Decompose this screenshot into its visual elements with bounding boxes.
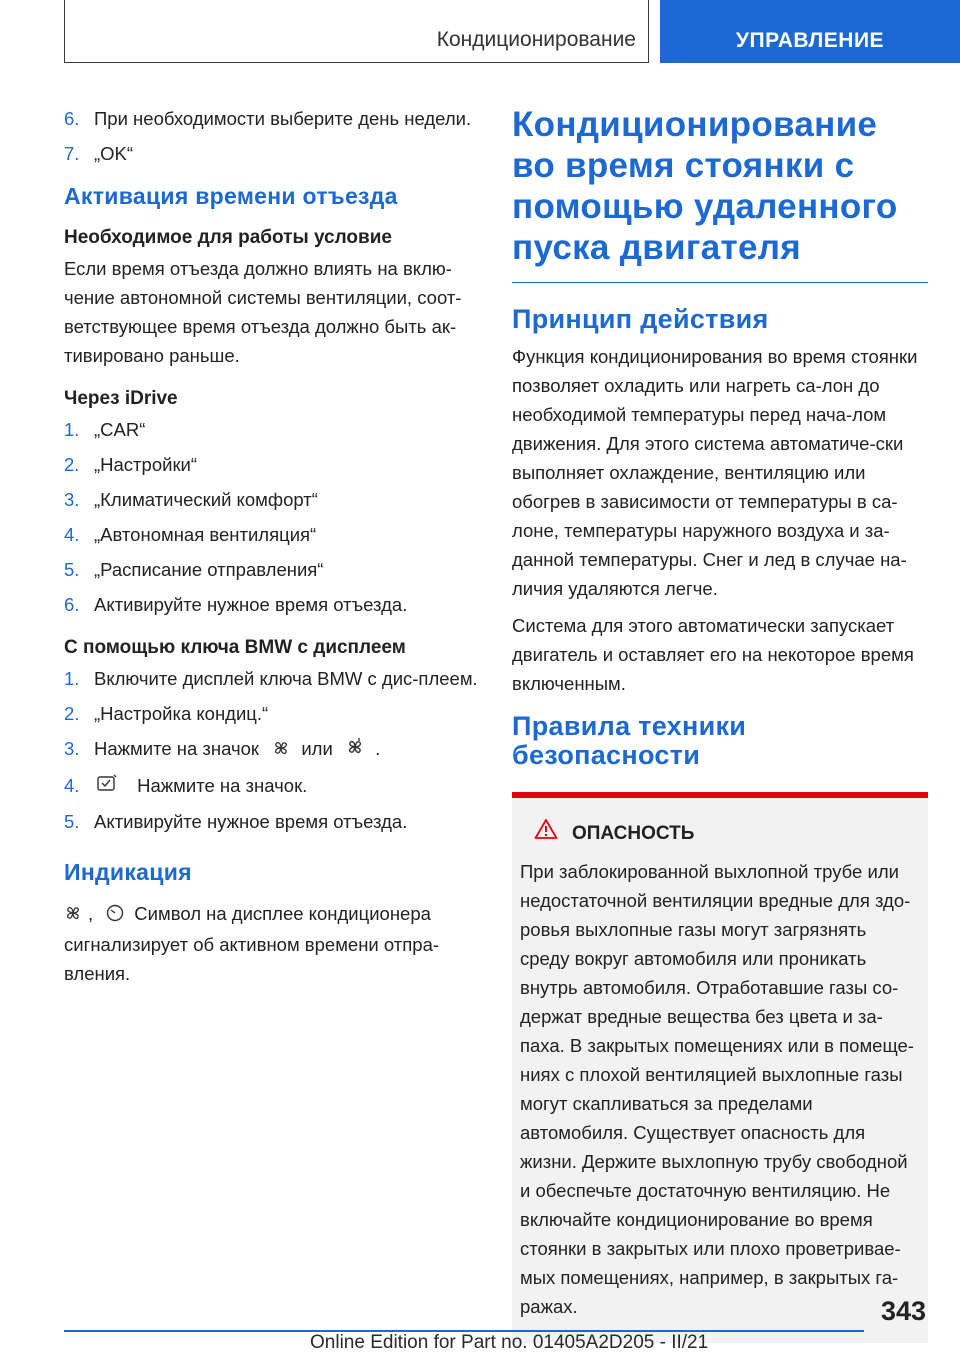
- heading-activation: Активация времени отъезда: [64, 183, 398, 209]
- step-text: „OK“: [94, 143, 134, 164]
- header-box: [64, 0, 649, 63]
- list-item: [64, 664, 484, 693]
- step-number: 5.: [64, 811, 80, 833]
- danger-text: При заблокированной выхлопной трубе или недостаточной вентиляции вредные для здо-ровья выхлопные газы могут загрязнять среду вокруг автомобиля или проникать внутрь автомобиля. Отработавшие газы со-держат вредные вещества без цвета и за-паха. В закрытых помещениях или в помеще-ниях с плохой вентиляцией выхлопные газы могут скапливаться за пределами автомобиля. Существует опасность для жизни. Держите выхлопную трубу свободной и обеспечьте достаточную вентиляцию. Не включайте кондиционирование во время стоянки в закрытых или плохо проветривае-мых помещениях, например, в закрытых га-ражах.: [520, 861, 914, 1317]
- step-number: 1.: [64, 668, 80, 689]
- step-text: Включите дисплей ключа BMW с дис-плеем.: [94, 668, 478, 689]
- section-title: Кондиционирование: [436, 28, 636, 51]
- danger-box: [512, 792, 928, 1343]
- step-text: „Расписание отправления“: [94, 559, 324, 580]
- clock-icon: [106, 901, 124, 930]
- indication-text: [64, 899, 484, 988]
- step-text: Активируйте нужное время отъезда.: [94, 594, 408, 615]
- list-item: [64, 415, 484, 444]
- heading-key: С помощью ключа BMW с дисплеем: [64, 637, 406, 658]
- list-item: [64, 590, 484, 619]
- comma: ,: [88, 903, 94, 925]
- step-text: „CAR“: [94, 419, 146, 440]
- list-item: [64, 520, 484, 549]
- chapter-tab[interactable]: УПРАВЛЕНИЕ: [660, 0, 960, 63]
- list-item: [64, 699, 484, 728]
- heading-requirement: Необходимое для работы условие: [64, 227, 392, 248]
- step-text-part: Нажмите на значок: [94, 738, 260, 759]
- step-number: 6.: [64, 108, 80, 129]
- step-text: [94, 734, 484, 765]
- step-text-part: Нажмите на значок.: [137, 774, 308, 796]
- step-text: „Автономная вентиляция“: [94, 524, 317, 545]
- step-number: 7.: [64, 143, 80, 164]
- step-number: 4.: [64, 774, 80, 796]
- heading-idrive: Через iDrive: [64, 388, 178, 409]
- heading-indication: Индикация: [64, 859, 192, 886]
- list-item: [64, 555, 484, 584]
- step-number: 2.: [64, 703, 80, 724]
- step-number: 3.: [64, 738, 80, 759]
- vent-key-icon: [96, 772, 118, 801]
- list-item: [64, 485, 484, 514]
- heading-safety: Правила техники безопасности: [512, 711, 747, 770]
- left-column: [64, 104, 484, 1002]
- edition-text: Online Edition for Part no. 01405A2D205 - II/21: [310, 1332, 709, 1353]
- list-item: [64, 771, 484, 802]
- heading-principle: Принцип действия: [512, 304, 769, 334]
- indication-description: Символ на дисплее кондиционера сигнализирует об активном времени отпра-вления.: [64, 903, 440, 984]
- step-text: Активируйте нужное время отъезда.: [94, 811, 408, 833]
- requirement-text: Если время отъезда должно влиять на вклю-чение автономной системы вентиляции, соот-ветствующее время отъезда должно быть ак-тивировано раньше.: [64, 258, 462, 366]
- step-number: 5.: [64, 559, 80, 580]
- principle-paragraph-2: Система для этого автоматически запускает двигатель и оставляет его на некоторое время включенным.: [512, 615, 914, 694]
- list-item: [64, 734, 484, 765]
- step-text: „Настройки“: [94, 454, 198, 475]
- fan-icon: [272, 736, 290, 765]
- step-number: 2.: [64, 454, 80, 475]
- warning-icon: [520, 818, 572, 849]
- step-text: „Настройка кондиц.“: [94, 703, 269, 724]
- principle-paragraph-1: Функция кондиционирования во время стоянки позволяет охладить или нагреть са-лон до необходимой температуры перед нача-лом движения. Для этого система автоматиче-ски выполняет охлаждение, вентиляцию или обогрев в зависимости от температуры в са-лоне, температуры наружного воздуха и за-данной температуры. Снег и лед в случае на-личия удаляются легче.: [512, 346, 918, 599]
- step-number: 4.: [64, 524, 80, 545]
- step-text-part: .: [375, 738, 381, 759]
- danger-label: ОПАСНОСТЬ: [572, 823, 695, 844]
- list-item: [64, 450, 484, 479]
- step-text: При необходимости выберите день недели.: [94, 108, 472, 129]
- step-text: [94, 771, 484, 802]
- step-number: 1.: [64, 419, 80, 440]
- list-item: [64, 807, 484, 836]
- fan-active-icon: [346, 736, 364, 765]
- list-item: [64, 104, 484, 133]
- right-column: [512, 104, 928, 1343]
- step-number: 3.: [64, 489, 80, 510]
- page-number: 343: [880, 1296, 926, 1326]
- step-number: 6.: [64, 594, 80, 615]
- step-text-part: или: [301, 738, 333, 759]
- list-item: [64, 139, 484, 168]
- fan-icon: [64, 901, 82, 930]
- step-text: „Климатический комфорт“: [94, 489, 318, 510]
- danger-header: [520, 818, 918, 849]
- section-heading: Кондиционирование во время стоянки с помощью удаленного пуска двигателя: [512, 104, 928, 283]
